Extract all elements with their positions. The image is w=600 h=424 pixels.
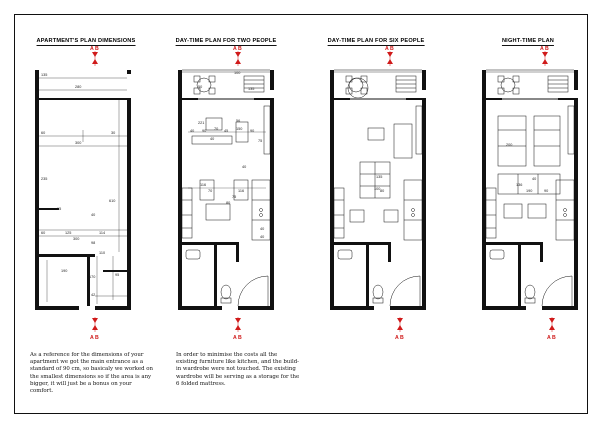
dim-label: 135 <box>41 73 48 77</box>
dim-label: 110 <box>99 251 106 255</box>
dim-label: 15 <box>57 207 62 211</box>
dim-label: 70 <box>208 189 213 193</box>
section-label: A B <box>233 46 242 52</box>
dim-label: 75 <box>258 139 263 143</box>
section-marker-bottom-4 <box>547 317 556 341</box>
dim-label: 610 <box>109 199 116 203</box>
text-line: As a reference for the dimensions of your <box>30 352 144 358</box>
text-line: the smallest dimensions so if the area is any <box>30 373 152 380</box>
dim-label: 116 <box>200 183 207 187</box>
text-line: apartment we got the main entrance as a <box>30 359 144 366</box>
section-label: A B <box>233 335 242 341</box>
paragraph-cost-note <box>176 352 299 388</box>
paragraph-dimensions-note <box>30 352 153 395</box>
text-line: 6 folded mattress. <box>176 380 226 387</box>
dim-label: 80 <box>226 201 231 205</box>
dim-label: 135 <box>248 87 255 91</box>
text-line: In order to minimise the costs all the <box>176 352 278 358</box>
plan-night <box>482 70 578 310</box>
dim-label: 114 <box>99 231 106 235</box>
dim-label: 235 <box>41 177 48 181</box>
dim-label: 40 <box>242 165 247 169</box>
dim-label: 135 <box>376 175 383 179</box>
section-label: A B <box>547 335 556 341</box>
dim-label: 40 <box>260 227 265 231</box>
section-marker-bottom-3 <box>395 317 404 341</box>
section-label: A B <box>385 46 394 52</box>
dim-label: 150 <box>236 127 243 131</box>
text-line: wardrobe will be serving as a storage for the <box>176 373 300 380</box>
dim-label: 90 <box>202 129 207 133</box>
plan-title-night: NIGHT-TIME PLAN <box>501 38 555 44</box>
dim-label: 200 <box>506 143 513 147</box>
dim-label: 90 <box>544 189 549 193</box>
plan-dimensions <box>35 70 131 310</box>
dim-label: 190 <box>61 269 68 273</box>
dim-label: 75 <box>232 195 237 199</box>
plan-six-people <box>330 70 426 310</box>
dim-label: 98 <box>91 241 96 245</box>
dim-label: 300 <box>73 237 80 241</box>
dim-label: 40 <box>190 129 195 133</box>
plan-two-people <box>178 70 274 310</box>
dim-label: 40 <box>532 177 537 181</box>
plan-title-two-people: DAY-TIME PLAN FOR TWO PEOPLE <box>175 38 277 44</box>
plan-title-six-people: DAY-TIME PLAN FOR SIX PEOPLE <box>327 38 425 44</box>
dim-label: 280 <box>75 85 82 89</box>
dim-label: 100 <box>374 187 381 191</box>
dim-label: 42 <box>91 293 96 297</box>
section-marker-top-4 <box>540 46 549 66</box>
dim-label: 221 <box>198 121 205 125</box>
section-marker-top-2 <box>233 46 242 66</box>
dim-label: 116 <box>238 189 245 193</box>
dim-label: 40 <box>91 213 96 217</box>
text-line: in wardrobe were not touched. The existing <box>176 366 296 373</box>
section-marker-bottom-1 <box>90 317 99 341</box>
dim-label: 45 <box>224 129 229 133</box>
section-marker-top-3 <box>385 46 394 66</box>
dim-label: 60 <box>41 231 46 235</box>
dim-label: 30 <box>111 131 116 135</box>
text-line: existing furniture like kitchen, and the build- <box>176 359 299 366</box>
text-line: bigger, it will just be a bonus on your <box>30 380 132 387</box>
dim-label: 136 <box>516 183 523 187</box>
text-line: comfort. <box>30 388 54 395</box>
dim-label: 80 <box>380 189 385 193</box>
section-label: A B <box>540 46 549 52</box>
section-label: A B <box>90 46 99 52</box>
dim-label: 190 <box>526 189 533 193</box>
dim-label: 40 <box>260 235 265 239</box>
section-label: A B <box>90 335 99 341</box>
dim-label: 40 <box>210 137 215 141</box>
plan-title-dimensions: APARTMENT'S PLAN DIMENSIONS <box>36 38 136 44</box>
dim-label: 50 <box>198 85 203 89</box>
section-marker-bottom-2 <box>233 317 242 341</box>
dim-label: 100 <box>234 71 241 75</box>
dim-label: 300 <box>75 141 82 145</box>
section-marker-top-1 <box>90 46 99 66</box>
dim-label: 170 <box>89 275 96 279</box>
dim-label: 70 <box>214 127 219 131</box>
dim-label: 95 <box>115 273 120 277</box>
text-line: standard of 90 cm, so basicaly we worked on <box>30 366 153 373</box>
dim-label: 90 <box>250 129 255 133</box>
dim-label: 125 <box>65 231 72 235</box>
dim-label: 56 <box>236 119 241 123</box>
section-label: A B <box>395 335 404 341</box>
dim-label: 60 <box>41 131 46 135</box>
